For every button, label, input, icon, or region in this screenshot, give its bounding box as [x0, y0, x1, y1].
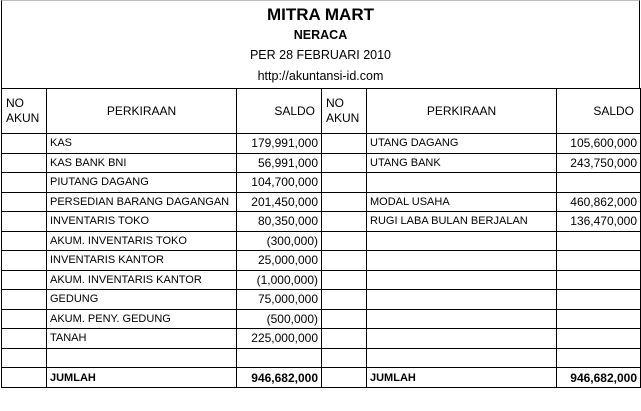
left-total-label: JUMLAH — [47, 368, 237, 388]
left-no-akun-cell — [2, 153, 47, 173]
left-account-cell: AKUM. PENY. GEDUNG — [47, 309, 237, 329]
table-header-row — [2, 89, 641, 134]
right-account-cell — [367, 309, 557, 329]
left-balance-cell: (1,000,000) — [237, 270, 322, 290]
table-row — [2, 290, 641, 310]
left-no-akun-cell — [2, 173, 47, 193]
left-account-cell: AKUM. INVENTARIS TOKO — [47, 231, 237, 251]
right-no-akun-cell — [322, 348, 367, 368]
left-balance-cell — [237, 348, 322, 368]
table-row — [2, 231, 641, 251]
table-row — [2, 348, 641, 368]
right-balance-cell: 105,600,000 — [557, 134, 641, 154]
left-account-cell: AKUM. INVENTARIS KANTOR — [47, 270, 237, 290]
right-balance-cell — [557, 329, 641, 349]
left-account-cell: PIUTANG DAGANG — [47, 173, 237, 193]
left-no-akun-cell — [2, 192, 47, 212]
left-no-akun-cell — [2, 329, 47, 349]
right-balance-cell — [557, 348, 641, 368]
total-row — [2, 368, 641, 388]
right-total-balance: 946,682,000 — [557, 368, 641, 388]
right-no-akun-cell — [322, 309, 367, 329]
left-no-akun-cell — [2, 134, 47, 154]
left-no-akun-cell — [2, 348, 47, 368]
left-balance-cell: 201,450,000 — [237, 192, 322, 212]
table-row — [2, 134, 641, 154]
right-balance-cell — [557, 231, 641, 251]
left-account-cell: KAS — [47, 134, 237, 154]
right-balance-cell: 136,470,000 — [557, 212, 641, 232]
left-balance-cell: 225,000,000 — [237, 329, 322, 349]
right-account-cell: RUGI LABA BULAN BERJALAN — [367, 212, 557, 232]
right-balance-cell — [557, 251, 641, 271]
right-balance-cell — [557, 270, 641, 290]
left-perkiraan-header: PERKIRAAN — [47, 89, 237, 134]
table-row — [2, 192, 641, 212]
left-no-akun-cell — [2, 290, 47, 310]
right-account-cell — [367, 329, 557, 349]
left-balance-cell: 25,000,000 — [237, 251, 322, 271]
left-no-akun-cell — [2, 251, 47, 271]
left-account-cell: KAS BANK BNI — [47, 153, 237, 173]
left-balance-cell: 179,991,000 — [237, 134, 322, 154]
left-saldo-header: SALDO — [237, 89, 322, 134]
table-row — [2, 212, 641, 232]
right-account-cell — [367, 290, 557, 310]
right-no-akun-cell — [322, 134, 367, 154]
left-no-akun-cell — [2, 270, 47, 290]
left-total-balance: 946,682,000 — [237, 368, 322, 388]
right-total-label: JUMLAH — [367, 368, 557, 388]
left-account-cell: TANAH — [47, 329, 237, 349]
right-account-cell — [367, 251, 557, 271]
table-row — [2, 153, 641, 173]
right-total-no-akun — [322, 368, 367, 388]
left-no-akun-header: NO AKUN — [2, 89, 47, 134]
right-no-akun-cell — [322, 329, 367, 349]
right-saldo-header: SALDO — [557, 89, 641, 134]
left-account-cell — [47, 348, 237, 368]
left-account-cell: INVENTARIS KANTOR — [47, 251, 237, 271]
right-balance-cell — [557, 173, 641, 193]
right-balance-cell: 460,862,000 — [557, 192, 641, 212]
right-account-cell — [367, 348, 557, 368]
table-row — [2, 329, 641, 349]
table-row — [2, 270, 641, 290]
right-balance-cell — [557, 290, 641, 310]
right-no-akun-cell — [322, 192, 367, 212]
right-account-cell — [367, 270, 557, 290]
left-account-cell: GEDUNG — [47, 290, 237, 310]
left-balance-cell: (500,000) — [237, 309, 322, 329]
right-account-cell: MODAL USAHA — [367, 192, 557, 212]
website-url: http://akuntansi-id.com — [1, 65, 640, 88]
right-balance-cell — [557, 309, 641, 329]
balance-sheet — [1, 0, 640, 388]
table-row — [2, 309, 641, 329]
left-account-cell: PERSEDIAN BARANG DAGANGAN — [47, 192, 237, 212]
right-account-cell: UTANG BANK — [367, 153, 557, 173]
table-row — [2, 251, 641, 271]
right-no-akun-cell — [322, 173, 367, 193]
right-no-akun-cell — [322, 270, 367, 290]
left-balance-cell: (300,000) — [237, 231, 322, 251]
left-no-akun-cell — [2, 212, 47, 232]
right-no-akun-cell — [322, 231, 367, 251]
right-no-akun-cell — [322, 212, 367, 232]
left-balance-cell: 75,000,000 — [237, 290, 322, 310]
right-no-akun-cell — [322, 290, 367, 310]
left-balance-cell: 80,350,000 — [237, 212, 322, 232]
right-account-cell — [367, 173, 557, 193]
left-no-akun-cell — [2, 309, 47, 329]
left-total-no-akun — [2, 368, 47, 388]
right-account-cell — [367, 231, 557, 251]
left-account-cell: INVENTARIS TOKO — [47, 212, 237, 232]
right-no-akun-cell — [322, 153, 367, 173]
left-no-akun-cell — [2, 231, 47, 251]
report-title: NERACA — [1, 26, 640, 45]
right-balance-cell: 243,750,000 — [557, 153, 641, 173]
right-no-akun-cell — [322, 251, 367, 271]
report-period: PER 28 FEBRUARI 2010 — [1, 45, 640, 65]
table-body — [2, 134, 641, 368]
table-row — [2, 173, 641, 193]
right-account-cell: UTANG DAGANG — [367, 134, 557, 154]
left-balance-cell: 104,700,000 — [237, 173, 322, 193]
right-no-akun-header: NO AKUN — [322, 89, 367, 134]
company-name: MITRA MART — [1, 0, 640, 26]
balance-table — [1, 88, 641, 388]
right-perkiraan-header: PERKIRAAN — [367, 89, 557, 134]
left-balance-cell: 56,991,000 — [237, 153, 322, 173]
